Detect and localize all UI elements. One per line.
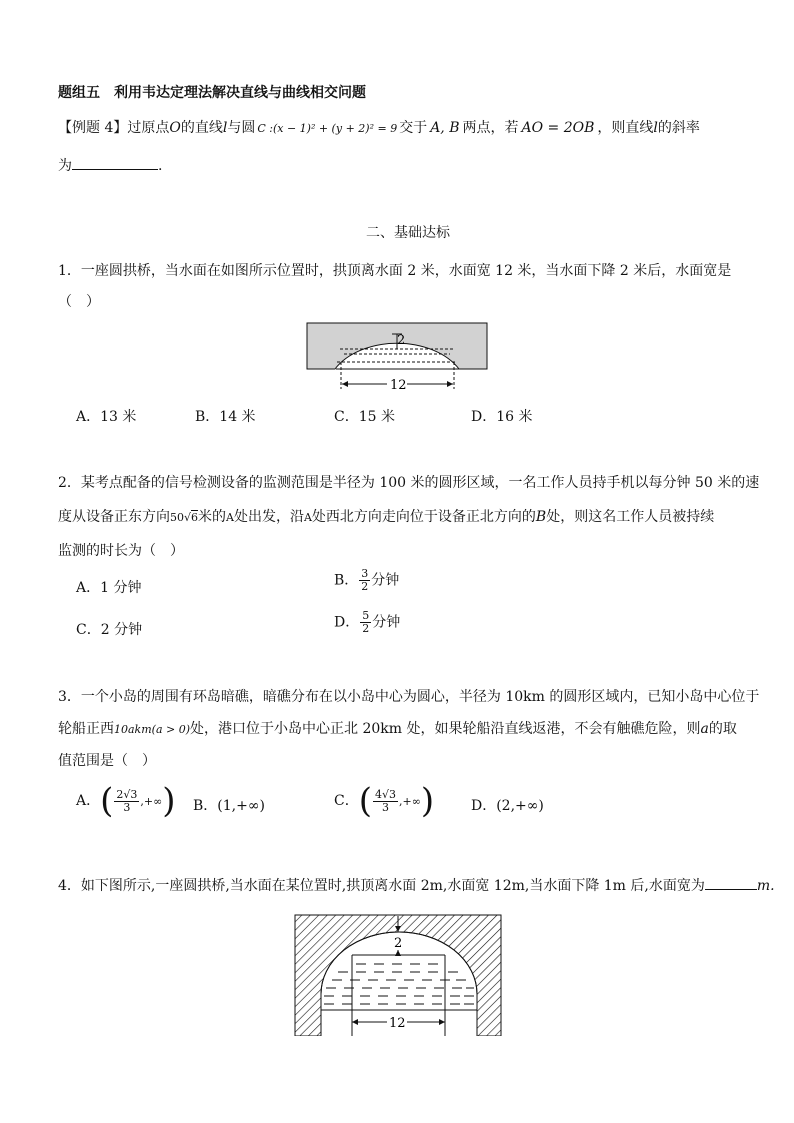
math-var: l	[222, 120, 228, 136]
math-var: l	[653, 120, 658, 136]
math-tail: ,+∞	[399, 795, 421, 808]
q2-option-a[interactable]: A．1 分钟	[76, 580, 142, 596]
option-letter: B．	[334, 572, 359, 589]
option-letter: D．	[334, 614, 360, 631]
text: 过原点	[127, 120, 170, 136]
math-tail: ,+∞	[140, 795, 163, 808]
math-var: A	[226, 511, 234, 524]
q4-bridge-figure	[294, 914, 502, 1036]
numerator: 5	[362, 609, 370, 622]
text: 交于	[399, 120, 428, 136]
math-points: A, B	[430, 120, 460, 136]
vector-equation: AO = 2OB	[521, 120, 595, 136]
option-letter: A．	[76, 793, 101, 809]
answer-blank[interactable]	[72, 169, 158, 170]
denominator: 3	[381, 800, 389, 814]
q2-option-b[interactable]	[334, 568, 399, 593]
q1-bridge-figure	[306, 322, 488, 394]
fraction	[359, 568, 370, 593]
q3-option-b[interactable]: B．(1,+∞)	[193, 798, 265, 814]
section-title: 题组五 利用韦达定理法解决直线与曲线相交问题	[58, 85, 366, 101]
text: 度从设备正东方向	[58, 509, 170, 525]
text: 处出发，沿	[233, 509, 304, 525]
numerator: 3	[361, 567, 369, 580]
math-var: a	[700, 721, 709, 737]
fraction	[114, 789, 139, 814]
example-tag: 【例题 4】	[58, 120, 128, 136]
q1-line-1: 1．一座圆拱桥，当水面在如图所示位置时，拱顶离水面 2 米，水面宽 12 米，当水面下降 2 米后，水面宽是	[58, 263, 732, 279]
text: ，则直线	[597, 120, 654, 136]
numerator: 4√3	[374, 787, 396, 801]
q3-line-2	[58, 718, 737, 738]
denominator: 3	[123, 800, 131, 814]
option-letter: C．	[334, 793, 359, 809]
text: 的直线	[180, 120, 223, 136]
text: 处，则这名工作人员被持续	[546, 509, 715, 525]
example-4-line-2	[58, 155, 162, 175]
denominator: 2	[361, 580, 369, 593]
label-2: 2	[397, 333, 406, 348]
numerator: 2√3	[116, 787, 138, 801]
q1-option-b[interactable]: B．14 米	[195, 409, 256, 425]
paren: )	[420, 781, 435, 821]
text: 轮船正西	[58, 721, 114, 737]
example-4-line-1	[58, 117, 700, 137]
section-heading: 二、基础达标	[366, 225, 450, 241]
label-2: 2	[394, 936, 403, 951]
text: 分钟	[371, 572, 400, 589]
text: 处，港口位于小岛中心正北 20km 处，如果轮船沿直线返港，不会有触礁危险，则	[190, 721, 701, 737]
paren: (	[100, 781, 114, 821]
q4-line-1	[58, 875, 775, 895]
math-var: B	[535, 509, 547, 525]
text: 的取	[708, 721, 737, 737]
fraction	[373, 789, 398, 814]
math-number: 50	[170, 511, 184, 524]
text: 4．如下图所示,一座圆拱桥,当水面在某位置时,拱顶离水面 2m,水面宽 12m,当水面下降 1m 后,水面宽为	[58, 878, 705, 894]
text: .	[158, 158, 163, 174]
q1-option-a[interactable]: A．13 米	[76, 409, 137, 425]
fraction	[360, 610, 371, 635]
text: 的斜率	[657, 120, 700, 136]
q3-line-3: 值范围是（ ）	[58, 753, 156, 769]
q1-option-d[interactable]: D．16 米	[471, 409, 533, 425]
sqrt-symbol: √	[184, 511, 192, 524]
text: 米的	[198, 509, 227, 525]
label-12: 12	[390, 378, 407, 393]
text: 与圆	[227, 120, 256, 136]
circle-equation: C :(x − 1)² + (y + 2)² = 9	[257, 122, 398, 135]
q2-line-2	[58, 506, 714, 526]
text: 分钟	[372, 614, 401, 631]
q3-line-1: 3．一个小岛的周围有环岛暗礁，暗礁分布在以小岛中心为圆心，半径为 10km 的圆形区域内，已知小岛中心位于	[58, 689, 760, 705]
q2-line-3: 监测的时长为（ ）	[58, 543, 184, 559]
answer-blank[interactable]	[705, 889, 757, 890]
math-var: O	[169, 120, 181, 136]
q2-option-c[interactable]: C．2 分钟	[76, 622, 143, 638]
paren: (	[358, 781, 372, 821]
radicand: 6	[191, 511, 199, 524]
q3-option-a[interactable]	[76, 783, 176, 819]
q2-option-d[interactable]	[334, 610, 400, 635]
text: 两点，若	[462, 120, 519, 136]
text: m.	[756, 878, 775, 894]
denominator: 2	[362, 622, 370, 635]
q3-option-c[interactable]	[334, 783, 434, 819]
label-12: 12	[389, 1016, 406, 1031]
text: 处西北方向走向位于设备正北方向的	[311, 509, 536, 525]
math-var: A	[303, 511, 312, 524]
q1-option-c[interactable]: C．15 米	[334, 409, 395, 425]
math-expression: 10akm(a > 0)	[114, 723, 191, 736]
text: 为	[58, 158, 72, 174]
q2-line-1: 2．某考点配备的信号检测设备的监测范围是半径为 100 米的圆形区域，一名工作人员持手机以每分钟 50 米的速	[58, 475, 760, 491]
water-waves	[324, 964, 474, 1004]
q1-line-2: （ ）	[58, 294, 100, 310]
q3-option-d[interactable]: D．(2,+∞)	[471, 798, 544, 814]
paren: )	[162, 781, 176, 821]
